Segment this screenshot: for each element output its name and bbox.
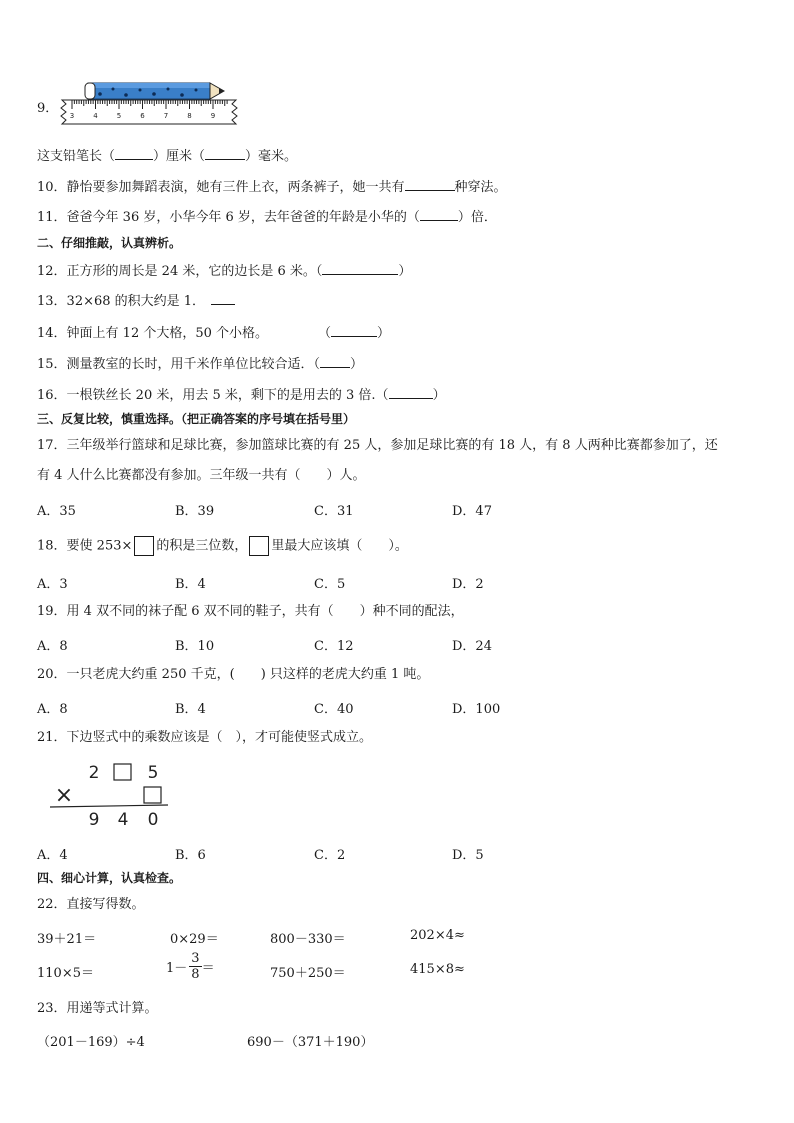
ruler-label: 5 xyxy=(116,112,122,120)
q15 xyxy=(37,355,363,373)
q21-option-d[interactable]: D．5 xyxy=(452,848,484,863)
q16-text-a: 16．一根铁丝长 20 米，用去 5 米，剩下的是用去的 3 倍.（ xyxy=(37,388,389,403)
q19-option-b[interactable]: B．10 xyxy=(175,639,215,654)
q18-text-a: 18．要使 253× xyxy=(37,538,133,554)
q22-r2-c4: 415×8≈ xyxy=(410,962,465,977)
q13 xyxy=(37,292,235,310)
q21-times-sign: × xyxy=(54,783,74,808)
q21-option-b[interactable]: B．6 xyxy=(175,848,206,863)
q22-fraction-numerator: 3 xyxy=(191,951,200,966)
q18-box-2[interactable] xyxy=(249,536,269,556)
q22-r1-c3: 800－330＝ xyxy=(270,932,346,947)
q12-blank[interactable] xyxy=(322,262,398,275)
q10 xyxy=(37,178,507,196)
q15-text-b: ） xyxy=(350,357,364,372)
q22-r2-c2-prefix: 1－ xyxy=(166,961,188,976)
q22-text: 22．直接写得数。 xyxy=(37,897,145,912)
q18-option-d[interactable]: D．2 xyxy=(452,577,484,592)
q22-fraction-equals: ＝ xyxy=(201,961,215,976)
q12 xyxy=(37,262,411,280)
pencil-ruler-figure xyxy=(58,80,240,126)
q23-expr-1: （201－169）÷4 xyxy=(37,1035,145,1050)
q9-cm-blank[interactable] xyxy=(115,147,153,160)
section3-title: 三、反复比较，慎重选择。（把正确答案的序号填在括号里） xyxy=(37,412,356,426)
q9-number: 9． xyxy=(37,101,59,116)
q15-blank[interactable] xyxy=(320,355,350,368)
q13-text-a: 13．32×68 的积大约是 1． xyxy=(37,294,206,309)
q14-text-c: ） xyxy=(377,326,391,341)
q18-option-a[interactable]: A．3 xyxy=(37,577,68,592)
q20-option-b[interactable]: B．4 xyxy=(175,702,206,717)
q16-text-b: ） xyxy=(432,388,446,403)
q18-option-c[interactable]: C．5 xyxy=(314,577,346,592)
q17-option-d[interactable]: D．47 xyxy=(452,504,492,519)
q20-option-a[interactable]: A．8 xyxy=(37,702,68,717)
q9-question xyxy=(37,147,297,165)
q22-fraction xyxy=(189,951,201,982)
q21-result-digit-3: 0 xyxy=(147,810,159,830)
ruler-label: 7 xyxy=(163,112,169,120)
ruler-label: 4 xyxy=(93,112,98,120)
ruler-label: 9 xyxy=(210,112,216,120)
q11-text-b: ）倍． xyxy=(457,210,497,225)
q9-text-a: 这支铅笔长（ xyxy=(37,149,116,164)
q23-text: 23．用递等式计算。 xyxy=(37,1001,158,1016)
q15-text-a: 15．测量教室的长时，用千米作单位比较合适．（ xyxy=(37,357,321,372)
q14 xyxy=(37,324,390,342)
q20-option-c[interactable]: C．40 xyxy=(314,702,354,717)
vertical-multiplication-figure xyxy=(36,758,176,830)
q22-r2-c2 xyxy=(166,951,215,982)
q12-text-a: 12．正方形的周长是 24 米，它的边长是 6 米。（ xyxy=(37,264,323,279)
q21-option-c[interactable]: C．2 xyxy=(314,848,346,863)
q21-top-digit-2: 5 xyxy=(147,763,159,783)
q21-result-digit-1: 9 xyxy=(88,810,100,830)
q21-result-digit-2: 4 xyxy=(117,810,129,830)
q11-blank[interactable] xyxy=(420,208,458,221)
q16 xyxy=(37,386,446,404)
q10-text-a: 10．静怡要参加舞蹈表演，她有三件上衣，两条裤子，她一共有 xyxy=(37,180,405,195)
ruler-label: 3 xyxy=(69,112,75,120)
q17-option-b[interactable]: B．39 xyxy=(175,504,215,519)
q10-text-b: 种穿法。 xyxy=(454,180,507,195)
ruler-label: 6 xyxy=(140,112,145,120)
q18-text-c: 里最大应该填（ ）。 xyxy=(271,538,408,554)
q12-text-b: ） xyxy=(398,264,412,279)
q21-option-a[interactable]: A．4 xyxy=(37,848,68,863)
q18-option-b[interactable]: B．4 xyxy=(175,577,206,592)
q21-multiplier-box[interactable] xyxy=(144,787,161,803)
q21-text: 21．下边竖式中的乘数应该是（ ），才可能使竖式成立。 xyxy=(37,730,373,745)
section4-title: 四、细心计算，认真检查。 xyxy=(37,871,182,885)
q21-top-box[interactable] xyxy=(114,764,131,780)
q22-r1-c1: 39＋21＝ xyxy=(37,932,97,947)
ruler-label: 8 xyxy=(187,112,192,120)
q18-box-1[interactable] xyxy=(134,536,154,556)
q9-text-c: ）毫米。 xyxy=(245,149,298,164)
q14-text-a: 14．钟面上有 12 个大格，50 个小格。 xyxy=(37,326,269,341)
q18-text-b: 的积是三位数， xyxy=(156,538,248,554)
q14-blank[interactable] xyxy=(331,324,377,337)
q16-blank[interactable] xyxy=(389,386,433,399)
q19-text: 19．用 4 双不同的袜子配 6 双不同的鞋子，共有（ ）种不同的配法， xyxy=(37,604,464,619)
q20-text: 20．一只老虎大约重 250 千克，( ) 只这样的老虎大约重 1 吨。 xyxy=(37,667,430,682)
q14-text-b: （ xyxy=(318,326,332,341)
q11-text-a: 11．爸爸今年 36 岁，小华今年 6 岁，去年爸爸的年龄是小华的（ xyxy=(37,210,420,225)
q17-line2: 有 4 人什么比赛都没有参加。三年级一共有（ ）人。 xyxy=(37,468,366,483)
q23-expr-2: 690－（371＋190） xyxy=(247,1035,374,1050)
q18 xyxy=(37,536,408,557)
q22-r2-c1: 110×5＝ xyxy=(37,966,94,981)
section2-title: 二、仔细推敲，认真辨析。 xyxy=(37,236,182,250)
q21-top-digit-1: 2 xyxy=(88,763,100,783)
q22-fraction-denominator: 8 xyxy=(191,967,200,982)
q22-r2-c3: 750＋250＝ xyxy=(270,966,346,981)
q10-blank[interactable] xyxy=(405,178,455,191)
q22-r1-c2: 0×29＝ xyxy=(170,932,219,947)
q11 xyxy=(37,208,497,226)
q17-line1: 17．三年级举行篮球和足球比赛，参加篮球比赛的有 25 人，参加足球比赛的有 18 人，有 8 人两种比赛都参加了，还 xyxy=(37,438,718,453)
q9-text-b: ）厘米（ xyxy=(153,149,206,164)
q20-option-d[interactable]: D．100 xyxy=(452,702,501,717)
q22-r1-c4: 202×4≈ xyxy=(410,928,465,943)
q13-blank[interactable] xyxy=(211,292,235,305)
q17-option-c[interactable]: C．31 xyxy=(314,504,354,519)
q19-option-c[interactable]: C．12 xyxy=(314,639,354,654)
q19-option-a[interactable]: A．8 xyxy=(37,639,68,654)
q17-option-a[interactable]: A．35 xyxy=(37,504,76,519)
q9-mm-blank[interactable] xyxy=(205,147,245,160)
q19-option-d[interactable]: D．24 xyxy=(452,639,492,654)
